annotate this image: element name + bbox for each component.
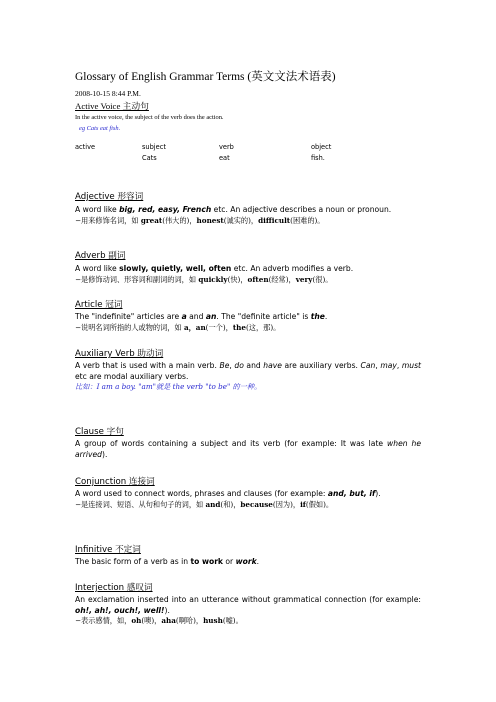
- example-word: aha: [161, 616, 176, 626]
- section-conjunction: [75, 475, 421, 510]
- table-cell: fish.: [311, 154, 325, 162]
- text: are auxiliary verbs.: [281, 361, 361, 370]
- text: −表示感情，如，: [75, 616, 132, 626]
- adjective-definition: [75, 205, 421, 216]
- table-cell: object: [311, 143, 332, 151]
- section-interjection: [75, 581, 421, 627]
- text: ,: [396, 361, 402, 370]
- example-word: quickly: [198, 274, 228, 284]
- example-phrase: when he arrived: [75, 439, 421, 459]
- text: .: [324, 312, 328, 321]
- conjunction-chinese-note: [75, 500, 421, 511]
- text: ).: [102, 449, 108, 459]
- article-chinese-note: [75, 323, 421, 334]
- text: A word like: [75, 205, 120, 214]
- table-cell: verb: [219, 143, 234, 151]
- voice-table: [75, 143, 331, 165]
- text: An exclamation inserted into an utterance without grammatical connection (for example:: [75, 595, 421, 604]
- section-heading-conjunction: Conjunction 连接词: [75, 477, 155, 487]
- gloss: (噢)，: [141, 616, 162, 626]
- infinitive-definition: [75, 557, 421, 568]
- example-word: a，an: [183, 322, 206, 332]
- gloss: (伟大的)，: [162, 215, 197, 225]
- example-words: oh!, ah!, ouch!, well!: [75, 605, 165, 615]
- example-word: difficult: [258, 215, 291, 225]
- text: A word like: [75, 264, 120, 273]
- interjection-definition: [75, 595, 421, 616]
- document-title: Glossary of English Grammar Terms (英文文法术语表): [75, 71, 336, 83]
- example-word: Can: [360, 361, 376, 370]
- example-words: big, red, easy, French: [119, 205, 212, 214]
- example-word: work: [235, 557, 257, 566]
- example-word: often: [247, 274, 269, 284]
- table-cell: eat: [219, 154, 230, 162]
- example-words: slowly, quietly, well, often: [119, 264, 232, 273]
- auxiliary-example-note: 比如：I am a boy. "am"就是 the verb "to be" 的一种。: [75, 382, 262, 392]
- gloss: (嘘)。: [222, 616, 243, 626]
- example-word: great: [140, 215, 163, 225]
- example-word: honest: [196, 215, 224, 225]
- example-word: and: [205, 499, 221, 509]
- text: and: [243, 361, 264, 370]
- clause-definition: [75, 439, 421, 460]
- example-word: a: [181, 312, 187, 321]
- example-word: do: [234, 361, 244, 370]
- active-voice-example: eg Cats eat fish.: [79, 125, 121, 132]
- text: −是修饰动词、形容词和副词的词，如: [75, 274, 199, 284]
- text: or: [223, 557, 236, 566]
- conjunction-definition: [75, 489, 421, 500]
- example-word: must: [401, 361, 422, 370]
- section-heading-adverb: Adverb 副词: [75, 251, 126, 261]
- example-word: if: [300, 499, 306, 509]
- article-definition: [75, 312, 421, 323]
- interjection-chinese-note: [75, 616, 421, 627]
- example-word: the: [232, 322, 246, 332]
- gloss: (啊哈)，: [175, 616, 204, 626]
- example-word: the: [310, 312, 325, 321]
- adverb-chinese-note: [75, 275, 421, 286]
- text: ,: [375, 361, 381, 370]
- text: −说明名词所指的人或物的词，如: [75, 322, 184, 332]
- example-word: Be: [219, 361, 230, 370]
- example-word: may: [380, 361, 397, 370]
- auxiliary-definition: [75, 361, 421, 382]
- example-word: have: [263, 361, 282, 370]
- gloss: (一个)，: [205, 322, 233, 332]
- section-active-voice: [75, 99, 421, 165]
- adverb-definition: [75, 264, 421, 275]
- gloss: (这，那)。: [245, 322, 281, 332]
- adjective-chinese-note: [75, 216, 421, 227]
- table-row: [75, 143, 331, 154]
- gloss: (假如)。: [305, 499, 334, 509]
- text: etc. An adjective describes a noun or pronoun.: [211, 205, 392, 214]
- text: The "indefinite" articles are: [75, 312, 182, 321]
- text: −是连接词、短语、从句和句子的词，如: [75, 499, 206, 509]
- section-heading-adjective: Adjective 形容词: [75, 192, 144, 202]
- section-auxiliary-verb: [75, 347, 421, 393]
- section-infinitive: [75, 543, 421, 568]
- section-heading-interjection: Interjection 感叹词: [75, 583, 153, 593]
- text: ).: [164, 605, 170, 615]
- gloss: (困难的)。: [290, 215, 325, 225]
- text: ).: [375, 489, 381, 498]
- gloss: (快)，: [227, 274, 248, 284]
- text: .: [256, 557, 260, 566]
- section-article: [75, 298, 421, 333]
- gloss: (和)，: [220, 499, 241, 509]
- text: A word used to connect words, phrases and clauses (for example:: [75, 489, 328, 498]
- example-word: hush: [203, 616, 223, 626]
- text: A verb that is used with a main verb.: [75, 361, 220, 370]
- example-words: and, but, if: [327, 489, 376, 498]
- text: −用来修饰名词，如: [75, 215, 141, 225]
- text: etc. An adverb modifies a verb.: [231, 264, 354, 273]
- example-word: an: [205, 312, 217, 321]
- text: A group of words containing a subject and its verb (for example: It was late: [75, 439, 388, 448]
- text: . The "definite article" is: [216, 312, 311, 321]
- gloss: (很)。: [312, 274, 333, 284]
- example-word: very: [295, 274, 313, 284]
- text: etc are modal auxiliary verbs.: [75, 371, 189, 381]
- active-voice-description: In the active voice, the subject of the verb does the action.: [75, 114, 224, 121]
- section-heading-auxiliary-verb: Auxiliary Verb 助动词: [75, 349, 164, 359]
- example-word: to work: [190, 557, 223, 566]
- section-heading-infinitive: Infinitive 不定词: [75, 545, 141, 555]
- section-adjective: [75, 190, 421, 226]
- example-word: oh: [131, 616, 142, 626]
- table-cell: Cats: [142, 154, 157, 162]
- section-heading-article: Article 冠词: [75, 300, 123, 310]
- gloss: (诚实的)，: [223, 215, 259, 225]
- text: and: [186, 312, 206, 321]
- gloss: (因为)，: [272, 499, 301, 509]
- text: The basic form of a verb as in: [75, 557, 191, 566]
- section-clause: [75, 425, 421, 460]
- gloss: (经常)，: [268, 274, 296, 284]
- text: ,: [229, 361, 235, 370]
- section-heading-clause: Clause 字句: [75, 427, 124, 437]
- example-word: because: [240, 499, 273, 509]
- table-cell: active: [75, 143, 96, 151]
- post-date: 2008-10-15 8:44 P.M.: [75, 89, 141, 98]
- table-row: [75, 154, 331, 165]
- table-cell: [75, 154, 142, 165]
- section-adverb: [75, 249, 421, 285]
- section-heading-active-voice: Active Voice 主动句: [75, 101, 149, 111]
- table-cell: subject: [142, 143, 166, 151]
